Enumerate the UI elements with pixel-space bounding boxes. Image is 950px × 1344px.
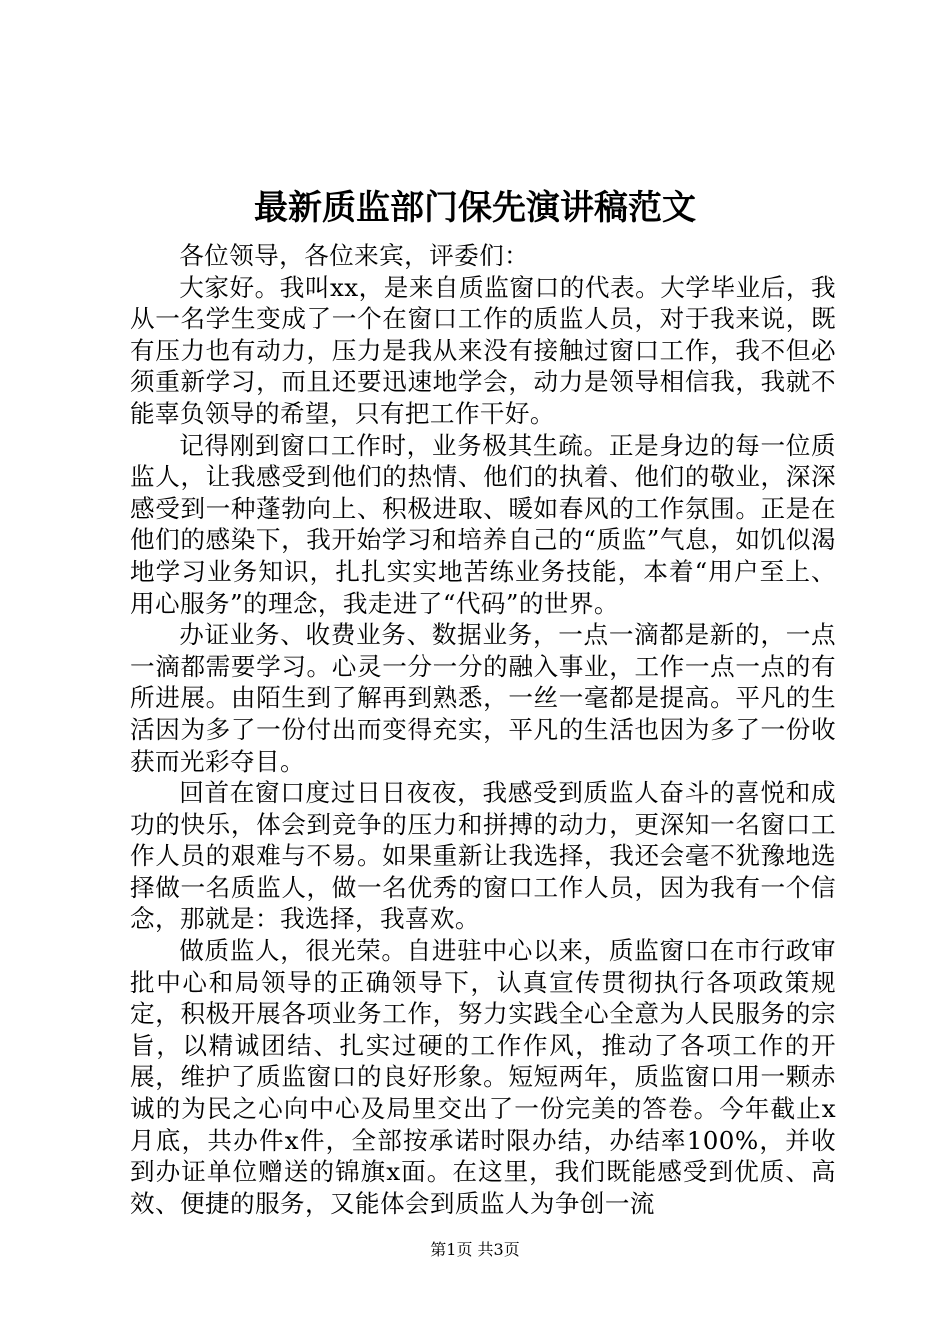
paragraph-salutation: 各位领导，各位来宾，评委们： [179,241,530,270]
document-body [130,240,836,1219]
paragraph: 做质监人，很光荣。自进驻中心以来，质监窗口在市行政审批中心和局领导的正确领导下，认真宣传贯彻执行各项政策规定，积极开展各项业务工作，努力实践全心全意为人民服务的宗旨，以精诚团结、扎实过硬的工作作风，推动了各项工作的开展，维护了质监窗口的良好形象。短短两年，质监窗口用一颗赤诚的为民之心向中心及局里交出了一份完美的答卷。今年截止x月底，共办件x件，全部按承诺时限办结，办结率100%，并收到办证单位赠送的锦旗x面。在这里，我们既能感受到优质、高效、便捷的服务，又能体会到质监人为争创一流 [130,936,836,1218]
page-number-footer: 第1页 共3页 [430,1240,520,1259]
paragraph: 回首在窗口度过日日夜夜，我感受到质监人奋斗的喜悦和成功的快乐，体会到竞争的压力和拼搏的动力，更深知一名窗口工作人员的艰难与不易。如果重新让我选择，我还会毫不犹豫地选择做一名质监人，做一名优秀的窗口工作人员，因为我有一个信念，那就是：我选择，我喜欢。 [130,778,836,934]
document-title: 最新质监部门保先演讲稿范文 [254,188,696,228]
paragraph: 大家好。我叫xx，是来自质监窗口的代表。大学毕业后，我从一名学生变成了一个在窗口工作的质监人员，对于我来说，既有压力也有动力，压力是我从来没有接触过窗口工作，我不但必须重新学习，而且还要迅速地学会，动力是领导相信我，我就不能辜负领导的希望，只有把工作干好。 [130,272,836,428]
paragraph: 办证业务、收费业务、数据业务，一点一滴都是新的，一点一滴都需要学习。心灵一分一分的融入事业，工作一点一点的有所进展。由陌生到了解再到熟悉，一丝一毫都是提高。平凡的生活因为多了一份付出而变得充实，平凡的生活也因为多了一份收获而光彩夺目。 [130,620,836,776]
paragraph: 记得刚到窗口工作时，业务极其生疏。正是身边的每一位质监人，让我感受到他们的热情、他们的执着、他们的敬业，深深感受到一种蓬勃向上、积极进取、暖如春风的工作氛围。正是在他们的感染下，我开始学习和培养自己的“质监”气息，如饥似渴地学习业务知识，扎扎实实地苦练业务技能，本着“用户至上、用心服务”的理念，我走进了“代码”的世界。 [130,430,836,618]
